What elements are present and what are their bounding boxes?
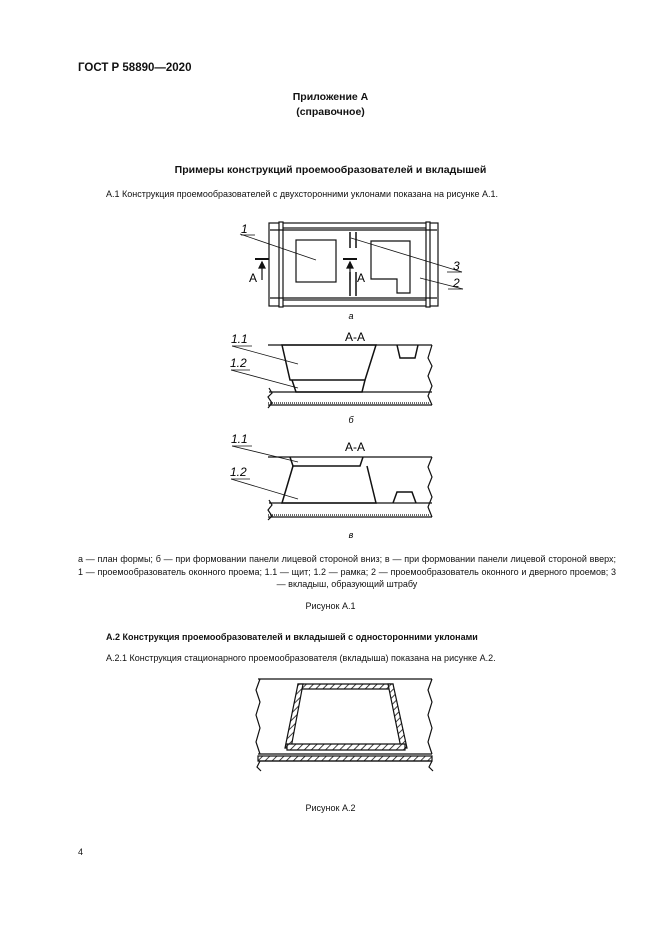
sub-label-a: а <box>348 311 354 321</box>
section-title: Примеры конструкций проемообразователей и вкладышей <box>174 164 487 176</box>
page-number: 4 <box>78 847 84 857</box>
shield-1-1 <box>282 345 376 380</box>
window-opening-former <box>296 240 336 282</box>
section-view-b <box>231 345 432 408</box>
figure-a1-caption: Рисунок А.1 <box>305 601 356 611</box>
section-mark-left: А <box>249 271 258 285</box>
label-1-1-b: 1.1 <box>231 332 248 346</box>
label-1: 1 <box>241 222 248 236</box>
frame-1-2 <box>292 380 365 392</box>
appendix-title: Приложение А <box>292 91 369 103</box>
label-3: 3 <box>453 259 460 273</box>
figure-a1-legend: а — план формы; б — при формовании панели лицевой стороной вниз; в — при формовании панели лицевой стороной вверх; 1 — проемообразователь оконного проема; 1.1 — щит; 1.2 — рамка; 2 — проемообразователь оконного и дверного проемов; 3 — вкладыш, образующий штрабу <box>78 554 616 590</box>
section-a2-title: А.2 Конструкция проемообразователей и вкладышей с односторонними уклонами <box>106 632 478 642</box>
sub-label-b: б <box>348 415 354 425</box>
document-header: ГОСТ Р 58890—2020 <box>78 62 192 74</box>
label-2: 2 <box>453 276 460 290</box>
label-1-2-b: 1.2 <box>230 356 247 370</box>
section-title-b: А-А <box>344 330 366 344</box>
sub-label-v: в <box>348 530 354 540</box>
window-door-opening-former <box>371 241 410 293</box>
shield-1-1-v <box>282 466 376 503</box>
label-1-2-v: 1.2 <box>230 465 247 479</box>
paragraph-a1: А.1 Конструкция проемообразователей с двухсторонними уклонами показана на рисунке А.1. <box>106 189 499 199</box>
section-view-v <box>231 446 432 520</box>
section-mark-right: А <box>357 271 366 285</box>
figure-a2 <box>256 679 433 771</box>
frame-1-2-v <box>290 457 363 466</box>
paragraph-a21: А.2.1 Конструкция стационарного проемообразователя (вкладыша) показана на рисунке А.2. <box>106 653 496 663</box>
figure-a2-caption: Рисунок А.2 <box>305 803 356 813</box>
plan-view <box>240 222 463 307</box>
label-1-1-v: 1.1 <box>231 432 248 446</box>
appendix-subtitle: (справочное) <box>296 106 365 118</box>
section-title-v: А-А <box>344 440 366 454</box>
